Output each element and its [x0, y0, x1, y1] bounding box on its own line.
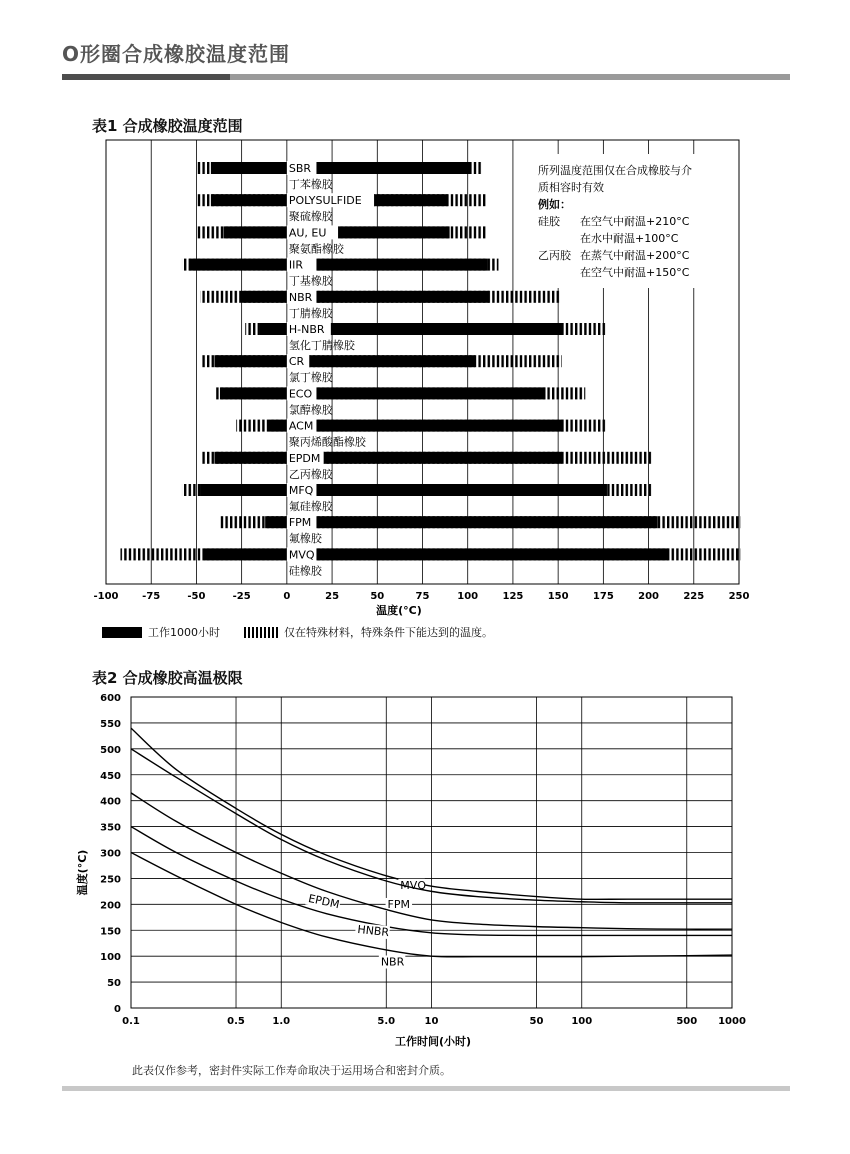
legend-hatched-label: 仅在特殊材料，特殊条件下能达到的温度。: [284, 626, 493, 639]
x-tick-label: 10: [424, 1016, 439, 1027]
x-tick-label: 250: [728, 591, 750, 602]
series-label-text: NBR: [380, 955, 405, 969]
note-rubber-name: 硅胶: [538, 215, 560, 228]
x-tick-label: 0.5: [227, 1016, 245, 1027]
y-tick-label: 250: [100, 874, 121, 886]
x-tick-label: 5.0: [377, 1016, 396, 1027]
page-title: O形圈合成橡胶温度范围: [62, 42, 291, 66]
series-label-fpm: [386, 898, 413, 911]
y-tick-label: 600: [100, 693, 121, 704]
y-tick-label: 300: [100, 848, 121, 860]
x-tick-label: 175: [592, 591, 614, 602]
rubber-code-label: NBR: [288, 290, 313, 304]
x-tick-label: 0: [283, 591, 291, 602]
x-tick-label: -25: [232, 591, 251, 602]
y-tick-label: 0: [114, 1004, 121, 1015]
footnote: 此表仅作参考，密封件实际工作寿命取决于运用场合和密封介质。: [132, 1064, 451, 1077]
note-text: 在水中耐温+100°C: [580, 232, 679, 245]
y-tick-label: 50: [107, 978, 121, 990]
rubber-code-label: ECO: [288, 387, 313, 401]
rubber-name-label: 氯丁橡胶: [288, 371, 333, 385]
rubber-code-label: AU, EU: [288, 226, 327, 240]
note-text: 所列温度范围仅在合成橡胶与介: [538, 164, 692, 177]
x-tick-label: 1.0: [272, 1016, 291, 1027]
x-tick-label: 100: [457, 591, 479, 602]
x-tick-label: 0.1: [122, 1016, 140, 1027]
x-axis-title: 工作时间(小时): [394, 1035, 472, 1048]
rubber-name-label: 聚丙烯酸酯橡胶: [288, 435, 366, 449]
x-tick-label: 500: [676, 1016, 698, 1027]
x-tick-label: -100: [93, 591, 119, 602]
rubber-name-label: 氟硅橡胶: [288, 500, 333, 513]
note-rubber-name: 乙丙胶: [538, 249, 571, 262]
note-text: 在空气中耐温+150°C: [580, 266, 690, 279]
rubber-name-label: 聚氨酯橡胶: [288, 242, 344, 256]
x-tick-label: 1000: [718, 1016, 746, 1027]
note-text: 在蒸气中耐温+200°C: [580, 249, 690, 262]
y-tick-label: 200: [100, 900, 121, 912]
table2-title: 表2 合成橡胶高温极限: [92, 669, 243, 687]
series-label-nbr: [379, 955, 406, 968]
y-tick-label: 150: [100, 926, 121, 938]
x-tick-label: -75: [142, 591, 161, 602]
rubber-name-label: 丁基橡胶: [288, 274, 333, 288]
rubber-name-label: 乙丙橡胶: [288, 467, 333, 481]
x-tick-label: -50: [187, 591, 206, 602]
x-tick-label: 150: [547, 591, 569, 602]
y-axis-title: 温度(°C): [76, 849, 89, 896]
table1-title: 表1 合成橡胶温度范围: [92, 117, 243, 135]
x-tick-label: 125: [502, 591, 524, 602]
y-tick-label: 500: [100, 744, 121, 756]
bottom-rule: [62, 1086, 790, 1091]
series-label-text: EPDM: [307, 891, 341, 912]
legend-solid-label: 工作1000小时: [148, 626, 220, 639]
x-tick-label: 225: [683, 591, 705, 602]
series-label-text: FPM: [387, 897, 411, 911]
series-label-text: MVQ: [400, 878, 426, 892]
rubber-name-label: 丁苯橡胶: [288, 178, 333, 191]
rubber-code-label: MVQ: [288, 548, 315, 562]
x-tick-label: 50: [529, 1016, 544, 1027]
x-tick-label: 50: [370, 591, 385, 602]
x-tick-label: 25: [325, 591, 340, 602]
rubber-name-label: 氯醇橡胶: [288, 403, 333, 417]
rubber-name-label: 氢化丁腈橡胶: [288, 339, 355, 352]
rubber-code-label: H-NBR: [288, 323, 325, 336]
x-axis-title: 温度(°C): [376, 604, 422, 617]
note-example-heading: 例如：: [538, 198, 571, 211]
rubber-code-label: SBR: [288, 162, 312, 175]
rubber-code-label: EPDM: [288, 451, 321, 465]
rubber-code-label: FPM: [288, 516, 312, 530]
rubber-code-label: CR: [288, 355, 305, 369]
y-tick-label: 100: [100, 952, 121, 964]
x-tick-label: 200: [638, 591, 660, 602]
rubber-code-label: POLYSULFIDE: [288, 194, 362, 208]
rubber-code-label: MFQ: [288, 484, 314, 497]
y-tick-label: 550: [100, 718, 121, 730]
series-label-text: HNBR: [356, 922, 390, 940]
rubber-name-label: 丁腈橡胶: [288, 306, 333, 320]
y-tick-label: 450: [100, 770, 121, 782]
rubber-name-label: 氟橡胶: [288, 532, 322, 546]
x-tick-label: 75: [415, 591, 430, 602]
y-tick-label: 400: [100, 796, 121, 808]
y-tick-label: 350: [100, 822, 121, 834]
rubber-name-label: 硅橡胶: [288, 564, 322, 578]
rubber-code-label: IIR: [288, 258, 303, 272]
rubber-name-label: 聚硫橡胶: [288, 210, 333, 224]
note-text: 在空气中耐温+210°C: [580, 215, 690, 228]
note-text: 质相容时有效: [538, 181, 604, 194]
rubber-code-label: ACM: [288, 419, 314, 433]
x-tick-label: 100: [571, 1016, 593, 1027]
